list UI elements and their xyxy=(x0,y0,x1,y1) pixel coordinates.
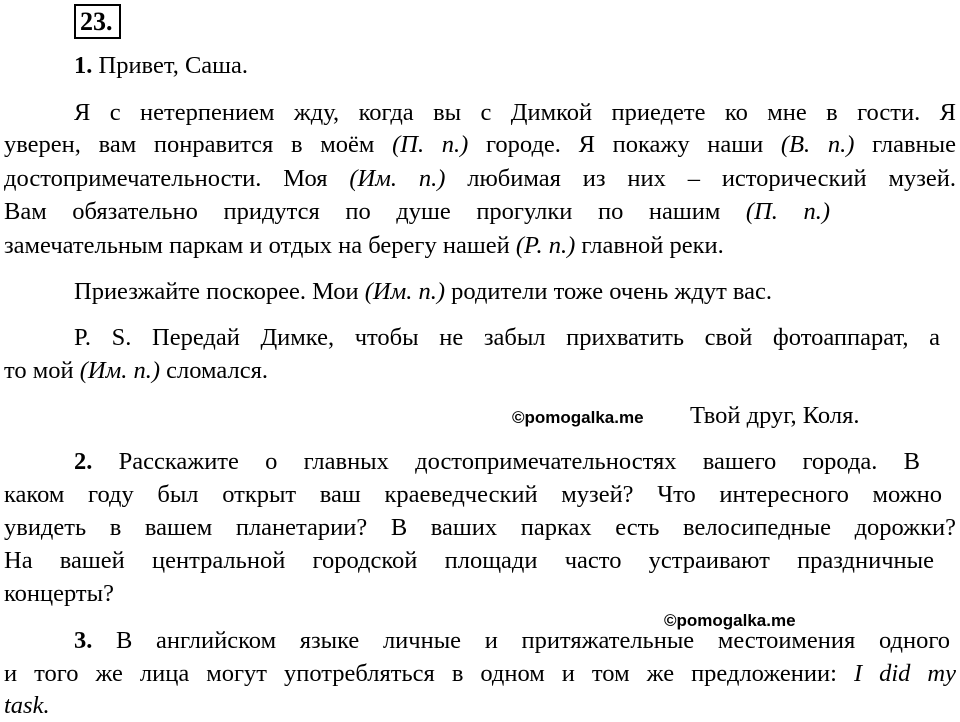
greeting-text: Привет, Саша. xyxy=(98,52,249,79)
text-line xyxy=(4,658,956,690)
case-note: (Р. п.) xyxy=(515,232,576,259)
item-number: 1. xyxy=(74,52,93,79)
case-note: (Им. п.) xyxy=(79,357,161,384)
text-line xyxy=(4,479,942,511)
item-number: 3. xyxy=(74,627,93,654)
text-line xyxy=(4,355,268,387)
case-note: (П. п.) xyxy=(745,198,830,225)
text-span: Вам обязательно придутся по душе прогулки по нашим xyxy=(4,198,721,225)
text-line xyxy=(4,129,956,161)
text-span: любимая из них – исторический музей. xyxy=(467,165,957,192)
text-line xyxy=(4,545,934,577)
example-text: I did my xyxy=(853,660,956,687)
text-line xyxy=(4,196,830,228)
text-span: и того же лица могут употребляться в одном и том же предложении: xyxy=(4,660,837,687)
text-span: замечательным паркам и отдых на берегу нашей xyxy=(4,232,510,259)
text-span: достопримечательности. Моя xyxy=(4,165,328,192)
text-span: Расскажите о главных достопримечательностях вашего города. В xyxy=(118,448,920,475)
text-span: каком году был открыт ваш краеведческий музей? Что интересного можно xyxy=(4,481,942,508)
text-span: родители тоже очень ждут вас. xyxy=(451,278,773,305)
text-line xyxy=(4,690,50,722)
case-note: (П. п.) xyxy=(392,131,469,158)
text-line xyxy=(4,230,724,262)
exercise-number-box: 23. xyxy=(74,4,121,39)
text-span: главные xyxy=(872,131,956,158)
text-span: P. S. Передай Димке, чтобы не забыл прихватить свой фотоаппарат, а xyxy=(74,324,940,351)
text-span: сломался. xyxy=(166,357,268,384)
text-span: На вашей центральной городской площади часто устраивают праздничные xyxy=(4,547,934,574)
text-span: концерты? xyxy=(4,580,114,607)
example-text: task. xyxy=(4,692,50,719)
case-note: (Им. п.) xyxy=(349,165,446,192)
text-line xyxy=(74,446,920,478)
item-number: 2. xyxy=(74,448,93,475)
watermark: ©pomogalka.me xyxy=(512,408,644,427)
case-note: (Им. п.) xyxy=(364,278,446,305)
letter-greeting xyxy=(74,50,248,82)
case-note: (В. п.) xyxy=(780,131,855,158)
text-line xyxy=(4,163,956,195)
text-line xyxy=(74,97,956,129)
text-span: Приезжайте поскорее. Мои xyxy=(74,278,359,305)
text-span: В английском языке личные и притяжательные местоимения одного xyxy=(116,627,951,654)
text-line xyxy=(74,322,940,354)
text-span: городе. Я покажу наши xyxy=(485,131,764,158)
watermark: ©pomogalka.me xyxy=(664,611,796,630)
text-span: то мой xyxy=(4,357,74,384)
text-line xyxy=(4,578,114,610)
text-line xyxy=(4,512,956,544)
text-span: Я с нетерпением жду, когда вы с Димкой приедете ко мне в гости. Я xyxy=(74,99,956,126)
letter-signature: Твой друг, Коля. xyxy=(690,402,860,429)
text-line xyxy=(74,625,950,657)
text-span: увидеть в вашем планетарии? В ваших парках есть велосипедные дорожки? xyxy=(4,514,956,541)
text-line xyxy=(74,276,772,308)
text-span: главной реки. xyxy=(581,232,724,259)
text-span: уверен, вам понравится в моём xyxy=(4,131,375,158)
